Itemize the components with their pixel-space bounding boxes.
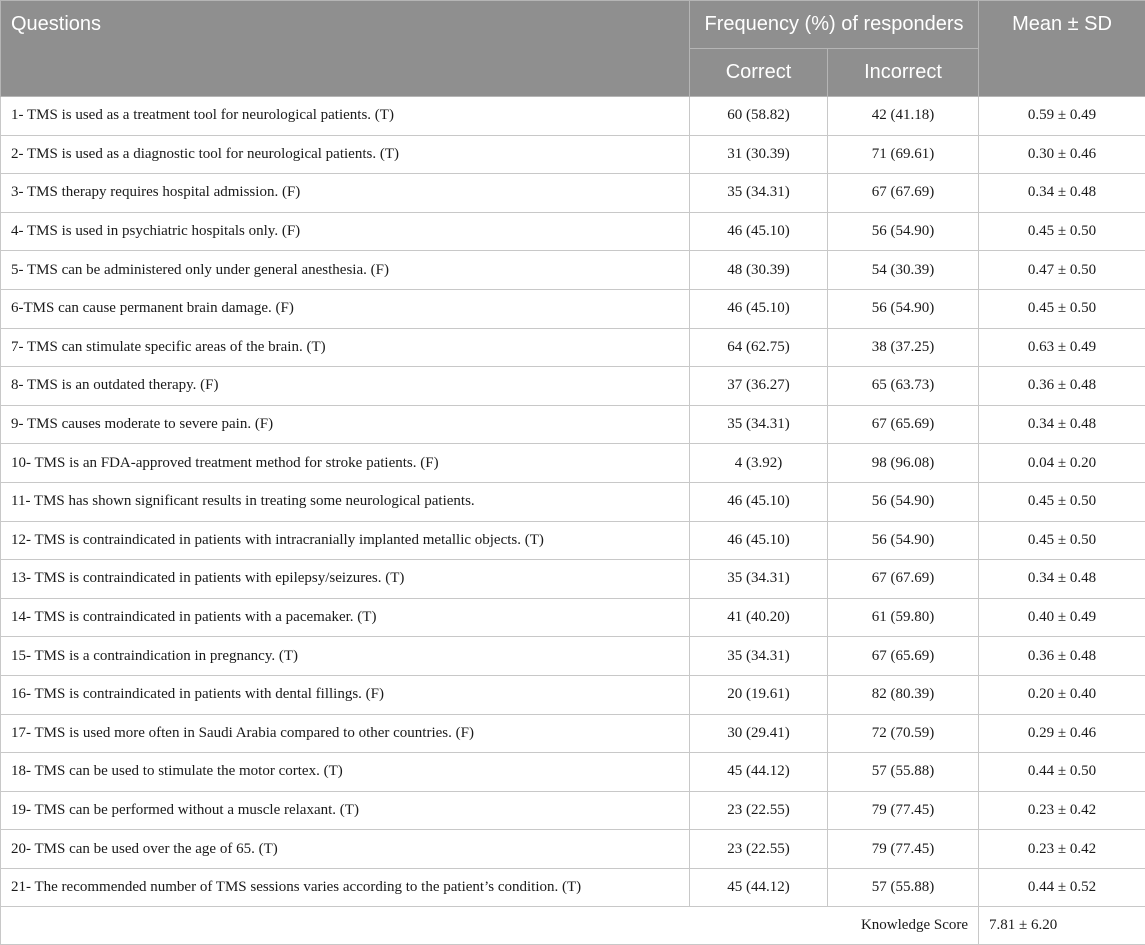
mean-sd-cell: 0.29 ± 0.46 [979, 714, 1145, 753]
table-row [1, 328, 1145, 367]
table-row [1, 598, 1145, 637]
incorrect-cell: 79 (77.45) [828, 791, 979, 830]
question-cell: 16- TMS is contraindicated in patients with dental fillings. (F) [1, 675, 690, 714]
question-cell: 1- TMS is used as a treatment tool for neurological patients. (T) [1, 97, 690, 136]
table-row [1, 830, 1145, 869]
question-cell: 10- TMS is an FDA-approved treatment method for stroke patients. (F) [1, 444, 690, 483]
mean-sd-cell: 0.45 ± 0.50 [979, 521, 1145, 560]
mean-sd-cell: 0.63 ± 0.49 [979, 328, 1145, 367]
table-row [1, 714, 1145, 753]
incorrect-cell: 56 (54.90) [828, 289, 979, 328]
incorrect-cell: 57 (55.88) [828, 868, 979, 907]
knowledge-score-row [1, 907, 1145, 945]
incorrect-cell: 57 (55.88) [828, 753, 979, 792]
incorrect-cell: 82 (80.39) [828, 675, 979, 714]
table-row [1, 637, 1145, 676]
table-footer [1, 907, 1145, 945]
table-row [1, 868, 1145, 907]
mean-sd-cell: 0.40 ± 0.49 [979, 598, 1145, 637]
correct-cell: 35 (34.31) [690, 405, 828, 444]
table-header [1, 1, 1145, 97]
mean-sd-cell: 0.34 ± 0.48 [979, 560, 1145, 599]
incorrect-header: Incorrect [828, 49, 979, 97]
incorrect-cell: 56 (54.90) [828, 212, 979, 251]
mean-sd-cell: 0.34 ± 0.48 [979, 174, 1145, 213]
mean-sd-cell: 0.45 ± 0.50 [979, 482, 1145, 521]
knowledge-score-value: 7.81 ± 6.20 [979, 907, 1145, 945]
correct-cell: 45 (44.12) [690, 753, 828, 792]
question-cell: 7- TMS can stimulate specific areas of the brain. (T) [1, 328, 690, 367]
incorrect-cell: 56 (54.90) [828, 482, 979, 521]
correct-cell: 35 (34.31) [690, 560, 828, 599]
incorrect-cell: 54 (30.39) [828, 251, 979, 290]
mean-sd-cell: 0.45 ± 0.50 [979, 289, 1145, 328]
incorrect-cell: 67 (67.69) [828, 174, 979, 213]
table-row [1, 135, 1145, 174]
incorrect-cell: 71 (69.61) [828, 135, 979, 174]
table-row [1, 444, 1145, 483]
incorrect-cell: 67 (67.69) [828, 560, 979, 599]
mean-sd-cell: 0.34 ± 0.48 [979, 405, 1145, 444]
correct-cell: 4 (3.92) [690, 444, 828, 483]
correct-cell: 48 (30.39) [690, 251, 828, 290]
question-cell: 6-TMS can cause permanent brain damage. (F) [1, 289, 690, 328]
knowledge-score-label: Knowledge Score [1, 907, 979, 945]
incorrect-cell: 38 (37.25) [828, 328, 979, 367]
incorrect-cell: 61 (59.80) [828, 598, 979, 637]
correct-cell: 31 (30.39) [690, 135, 828, 174]
incorrect-cell: 65 (63.73) [828, 367, 979, 406]
incorrect-cell: 56 (54.90) [828, 521, 979, 560]
correct-cell: 46 (45.10) [690, 482, 828, 521]
correct-cell: 46 (45.10) [690, 289, 828, 328]
mean-sd-cell: 0.59 ± 0.49 [979, 97, 1145, 136]
table-row [1, 174, 1145, 213]
table-row [1, 791, 1145, 830]
question-cell: 19- TMS can be performed without a muscle relaxant. (T) [1, 791, 690, 830]
incorrect-cell: 79 (77.45) [828, 830, 979, 869]
mean-sd-cell: 0.20 ± 0.40 [979, 675, 1145, 714]
mean-sd-cell: 0.30 ± 0.46 [979, 135, 1145, 174]
table-row [1, 251, 1145, 290]
question-cell: 5- TMS can be administered only under general anesthesia. (F) [1, 251, 690, 290]
question-cell: 18- TMS can be used to stimulate the motor cortex. (T) [1, 753, 690, 792]
mean-sd-cell: 0.36 ± 0.48 [979, 637, 1145, 676]
correct-cell: 35 (34.31) [690, 174, 828, 213]
mean-sd-cell: 0.44 ± 0.52 [979, 868, 1145, 907]
mean-sd-cell: 0.23 ± 0.42 [979, 830, 1145, 869]
table-row [1, 753, 1145, 792]
mean-sd-cell: 0.36 ± 0.48 [979, 367, 1145, 406]
correct-cell: 64 (62.75) [690, 328, 828, 367]
question-cell: 13- TMS is contraindicated in patients with epilepsy/seizures. (T) [1, 560, 690, 599]
table-row [1, 97, 1145, 136]
table-row [1, 675, 1145, 714]
correct-cell: 23 (22.55) [690, 791, 828, 830]
correct-cell: 35 (34.31) [690, 637, 828, 676]
mean-sd-cell: 0.44 ± 0.50 [979, 753, 1145, 792]
question-cell: 17- TMS is used more often in Saudi Arabia compared to other countries. (F) [1, 714, 690, 753]
table-row [1, 560, 1145, 599]
question-cell: 14- TMS is contraindicated in patients with a pacemaker. (T) [1, 598, 690, 637]
question-cell: 4- TMS is used in psychiatric hospitals only. (F) [1, 212, 690, 251]
correct-header: Correct [690, 49, 828, 97]
question-cell: 9- TMS causes moderate to severe pain. (F) [1, 405, 690, 444]
table-row [1, 289, 1145, 328]
questions-header: Questions [1, 1, 690, 97]
incorrect-cell: 67 (65.69) [828, 405, 979, 444]
table-row [1, 367, 1145, 406]
table-row [1, 405, 1145, 444]
incorrect-cell: 98 (96.08) [828, 444, 979, 483]
question-cell: 21- The recommended number of TMS sessions varies according to the patient’s condition. (T) [1, 868, 690, 907]
question-cell: 11- TMS has shown significant results in treating some neurological patients. [1, 482, 690, 521]
correct-cell: 37 (36.27) [690, 367, 828, 406]
correct-cell: 30 (29.41) [690, 714, 828, 753]
table-row [1, 482, 1145, 521]
table-row [1, 521, 1145, 560]
incorrect-cell: 72 (70.59) [828, 714, 979, 753]
question-cell: 8- TMS is an outdated therapy. (F) [1, 367, 690, 406]
table-row [1, 212, 1145, 251]
question-cell: 12- TMS is contraindicated in patients with intracranially implanted metallic objects. (T) [1, 521, 690, 560]
table-body [1, 97, 1145, 907]
mean-sd-cell: 0.47 ± 0.50 [979, 251, 1145, 290]
correct-cell: 46 (45.10) [690, 212, 828, 251]
mean-sd-cell: 0.04 ± 0.20 [979, 444, 1145, 483]
question-cell: 15- TMS is a contraindication in pregnancy. (T) [1, 637, 690, 676]
question-cell: 3- TMS therapy requires hospital admission. (F) [1, 174, 690, 213]
question-cell: 20- TMS can be used over the age of 65. (T) [1, 830, 690, 869]
incorrect-cell: 42 (41.18) [828, 97, 979, 136]
correct-cell: 20 (19.61) [690, 675, 828, 714]
correct-cell: 45 (44.12) [690, 868, 828, 907]
correct-cell: 46 (45.10) [690, 521, 828, 560]
question-cell: 2- TMS is used as a diagnostic tool for neurological patients. (T) [1, 135, 690, 174]
frequency-header: Frequency (%) of responders [690, 1, 979, 49]
mean-sd-cell: 0.23 ± 0.42 [979, 791, 1145, 830]
mean-sd-header: Mean ± SD [979, 1, 1145, 97]
correct-cell: 60 (58.82) [690, 97, 828, 136]
incorrect-cell: 67 (65.69) [828, 637, 979, 676]
mean-sd-cell: 0.45 ± 0.50 [979, 212, 1145, 251]
correct-cell: 23 (22.55) [690, 830, 828, 869]
correct-cell: 41 (40.20) [690, 598, 828, 637]
